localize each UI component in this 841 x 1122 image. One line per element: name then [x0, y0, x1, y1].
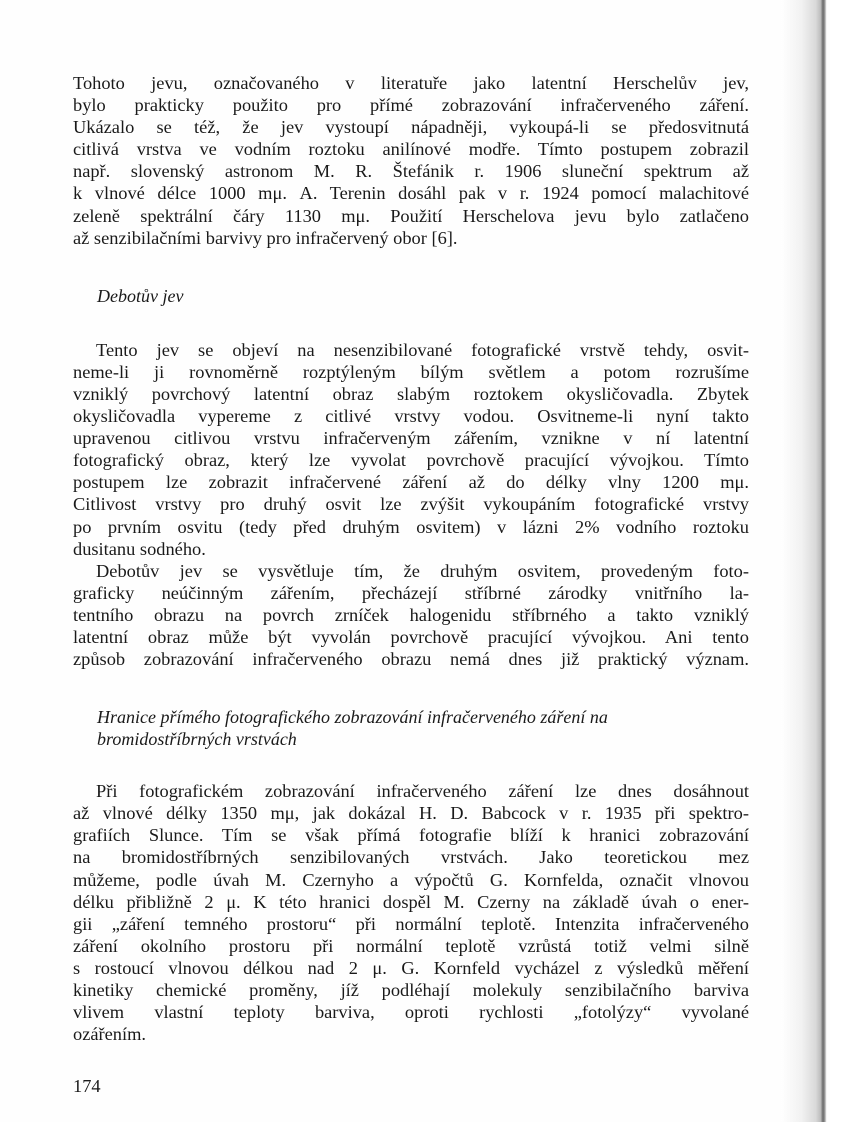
text-line: kinetiky chemické proměny, jíž podléhají molekuly senzibilačního barviva [73, 980, 749, 1000]
text-line: tentního obrazu na povrch zrníček halogenidu stříbrného a takto vzniklý [73, 604, 749, 625]
paragraph-debot-description [73, 339, 749, 560]
text-line: můžeme, podle úvah M. Czernyho a výpočtů G. Kornfelda, označit vlnovou [73, 869, 749, 890]
heading-text-line: Hranice přímého fotografického zobrazování infračerveného záření na [97, 707, 608, 728]
text-line: okysličovadla vypereme z citlivé vrstvy vodou. Osvitneme-li nyní takto [73, 406, 749, 427]
text-line: Tohoto jevu, označovaného v literatuře jako latentní Herschelův jev, [73, 73, 749, 93]
text-line [73, 780, 749, 802]
page-number: 174 [73, 1076, 101, 1096]
text-span: Při fotografickém zobrazování infračerveného záření lze dnes dosáhnout [96, 781, 749, 802]
text-line: délku přibližně 2 μ. K této hranici dospěl M. Czerny na základě úvah o ener- [73, 891, 749, 912]
paragraph-debot-explanation [73, 560, 749, 670]
text-line: citlivá vrstva ve vodním roztoku anilínové modře. Tímto postupem zobrazil [73, 139, 749, 160]
text-line: záření okolního prostoru při normální teplotě vzrůstá totiž velmi silně [73, 935, 749, 956]
text-line: ozářením. [73, 1024, 147, 1045]
text-line: latentní obraz může být vyvolán povrchově pracující vývojkou. Ani tento [73, 626, 749, 647]
text-line: po prvním osvitu (tedy před druhým osvitem) v lázni 2% vodního roztoku [73, 516, 749, 537]
text-line: Citlivost vrstvy pro druhý osvit lze zvýšit vykoupáním fotografické vrstvy [73, 494, 749, 515]
text-line: vzniklý povrchový latentní obraz slabým roztokem okysličovadla. Zbytek [73, 383, 749, 404]
text-line: k vlnové délce 1000 mμ. A. Terenin dosáhl pak v r. 1924 pomocí malachitové [73, 183, 749, 204]
text-line: upravenou citlivou vrstvu infračerveným zářením, vznikne v ní latentní [73, 428, 749, 449]
paragraph-photographic-limits [73, 780, 749, 1045]
section-heading-limits [73, 706, 749, 750]
text-line: vlivem vlastní teploty barviva, oproti rychlosti „fotolýzy“ vyvolané [73, 1002, 749, 1023]
book-gutter-shadow [781, 0, 841, 1122]
text-line: např. slovenský astronom M. R. Štefánik r. 1906 sluneční spektrum až [73, 161, 749, 182]
text-line: postupem lze zobrazit infračervené záření až do délky vlny 1200 mμ. [73, 472, 749, 493]
text-span: Debotův jev se vysvětluje tím, že druhým osvitem, provedeným foto- [96, 560, 749, 581]
text-line: až vlnové délky 1350 mμ, jak dokázal H. D. Babcock v r. 1935 při spektro- [73, 803, 749, 824]
page-body [73, 68, 749, 1045]
text-line [73, 560, 749, 582]
text-line: gii „záření temného prostoru“ při normální teplotě. Intenzita infračerveného [73, 913, 749, 934]
text-line [73, 339, 749, 361]
text-line: graficky neúčinným zářením, přecházejí stříbrné zárodky vnitřního la- [73, 582, 749, 603]
text-line: na bromidostříbrných senzibilovaných vrstvách. Jako teoretickou mez [73, 847, 749, 868]
heading-text-line: bromidostříbrných vrstvách [97, 729, 297, 750]
text-line: dusitanu sodného. [73, 538, 206, 559]
text-line: bylo prakticky použito pro přímé zobrazování infračerveného záření. [73, 95, 749, 116]
section-heading-debot-effect [73, 285, 749, 307]
text-line: zeleně spektrální čáry 1130 mμ. Použití Herschelova jevu bylo zatlačeno [73, 205, 749, 226]
text-line: fotografický obraz, který lze vyvolat povrchově pracující vývojkou. Tímto [73, 450, 749, 471]
text-line: s rostoucí vlnovou délkou nad 2 μ. G. Kornfeld vycházel z výsledků měření [73, 957, 749, 978]
heading-text: Debotův jev [97, 285, 184, 306]
paragraph-herschel-effect [73, 72, 749, 249]
text-line: až senzibilačními barvivy pro infračervený obor [6]. [73, 227, 458, 248]
text-line: Ukázalo se též, že jev vystoupí nápadněji, vykoupá-li se předosvitnutá [73, 117, 749, 138]
text-line: způsob zobrazování infračerveného obrazu nemá dnes již praktický význam. [73, 649, 749, 670]
text-line: neme-li ji rovnoměrně rozptýleným bílým světlem a potom rozrušíme [73, 361, 749, 382]
text-line: grafiích Slunce. Tím se však přímá fotografie blíží k hranici zobrazování [73, 825, 749, 846]
text-span: Tento jev se objeví na nesenzibilované fotografické vrstvě tehdy, osvit- [96, 339, 749, 360]
